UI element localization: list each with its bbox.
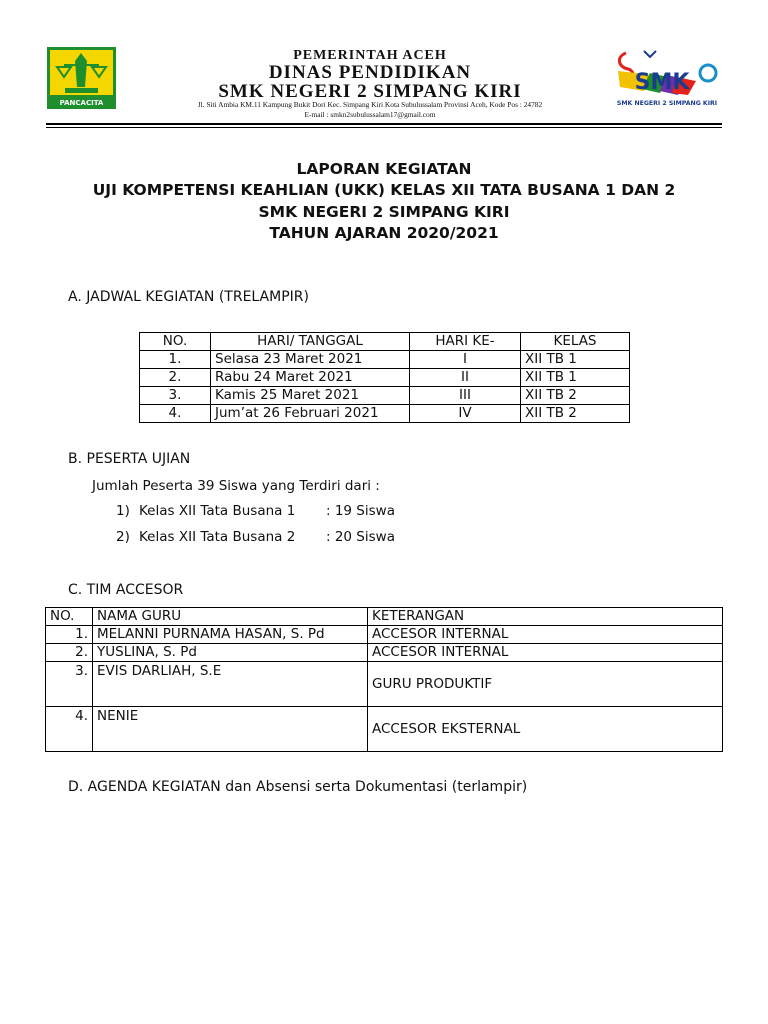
col-date: HARI/ TANGGAL [211,333,410,351]
table-row [46,644,723,662]
cell-remarks: GURU PRODUKTIF [368,662,723,707]
cell-remarks: ACCESOR INTERNAL [368,626,723,644]
pancacita-label: PANCACITA [59,99,104,107]
participant-label: Kelas XII Tata Busana 1 [139,503,296,519]
report-title: LAPORAN KEGIATAN [296,160,472,178]
participant-label: Kelas XII Tata Busana 2 [139,529,296,545]
cell-day: II [410,369,521,387]
cell-day: I [410,351,521,369]
cell-no: 3. [46,662,93,707]
cell-class: XII TB 2 [521,387,630,405]
col-remarks: KETERANGAN [368,608,723,626]
schedule-header-row [140,333,630,351]
letterhead-address: Jl. Siti Ambia KM.11 Kampung Bukit Dori Kec. Simpang Kiri Kota Subulussalam Provinsi Aceh, Kode Pos : 24782 [197,100,543,109]
table-row [140,387,630,405]
cell-day: III [410,387,521,405]
cell-no: 3. [140,387,211,405]
section-a-heading: A. JADWAL KEGIATAN (TRELAMPIR) [68,289,309,305]
cell-date: Rabu 24 Maret 2021 [211,369,410,387]
smk-logo [614,47,720,109]
table-row [46,626,723,644]
participant-value: : 19 Siswa [326,503,395,519]
cell-date: Kamis 25 Maret 2021 [211,387,410,405]
pancacita-logo [47,47,116,109]
smk-letters: SMK [634,70,690,95]
cell-date: Jum’at 26 Februari 2021 [211,405,410,423]
cell-class: XII TB 2 [521,405,630,423]
smk-logo-label: SMK NEGERI 2 SIMPANG KIRI [616,100,718,107]
cell-class: XII TB 1 [521,351,630,369]
participant-num: 2) [116,529,130,545]
letterhead-rule-thick [46,123,722,125]
cell-no: 2. [46,644,93,662]
table-row [46,707,723,752]
participant-value: : 20 Siswa [326,529,395,545]
assessor-table [45,607,723,752]
table-row [46,662,723,707]
cell-name: NENIE [93,707,368,752]
participant-num: 1) [116,503,130,519]
letterhead-email: E-mail : smkn2subulussalam17@gmail.com [304,110,436,119]
report-year: TAHUN AJARAN 2020/2021 [269,224,499,242]
col-name: NAMA GURU [93,608,368,626]
participants-intro: Jumlah Peserta 39 Siswa yang Terdiri dari : [92,478,380,494]
col-no: NO. [46,608,93,626]
cell-no: 1. [140,351,211,369]
cell-no: 4. [140,405,211,423]
col-class: KELAS [521,333,630,351]
cell-no: 1. [46,626,93,644]
table-row [140,351,630,369]
cell-name: YUSLINA, S. Pd [93,644,368,662]
cell-no: 2. [140,369,211,387]
col-day: HARI KE- [410,333,521,351]
report-subtitle: UJI KOMPETENSI KEAHLIAN (UKK) KELAS XII TATA BUSANA 1 DAN 2 [92,181,676,199]
letterhead-rule-thin [46,127,722,128]
cell-date: Selasa 23 Maret 2021 [211,351,410,369]
letterhead-agency: DINAS PENDIDIKAN [268,62,472,83]
schedule-table [139,332,630,423]
cell-remarks: ACCESOR INTERNAL [368,644,723,662]
cell-name: MELANNI PURNAMA HASAN, S. Pd [93,626,368,644]
report-school: SMK NEGERI 2 SIMPANG KIRI [258,203,510,221]
cell-no: 4. [46,707,93,752]
col-no: NO. [140,333,211,351]
section-d-heading: D. AGENDA KEGIATAN dan Absensi serta Dokumentasi (terlampir) [68,779,528,795]
assessor-header-row [46,608,723,626]
table-row [140,369,630,387]
letterhead-government: PEMERINTAH ACEH [293,48,447,63]
section-c-heading: C. TIM ACCESOR [68,582,184,598]
cell-name: EVIS DARLIAH, S.E [93,662,368,707]
section-b-heading: B. PESERTA UJIAN [68,451,191,467]
cell-day: IV [410,405,521,423]
cell-class: XII TB 1 [521,369,630,387]
cell-remarks: ACCESOR EKSTERNAL [368,707,723,752]
table-row [140,405,630,423]
letterhead-school: SMK NEGERI 2 SIMPANG KIRI [218,81,522,102]
